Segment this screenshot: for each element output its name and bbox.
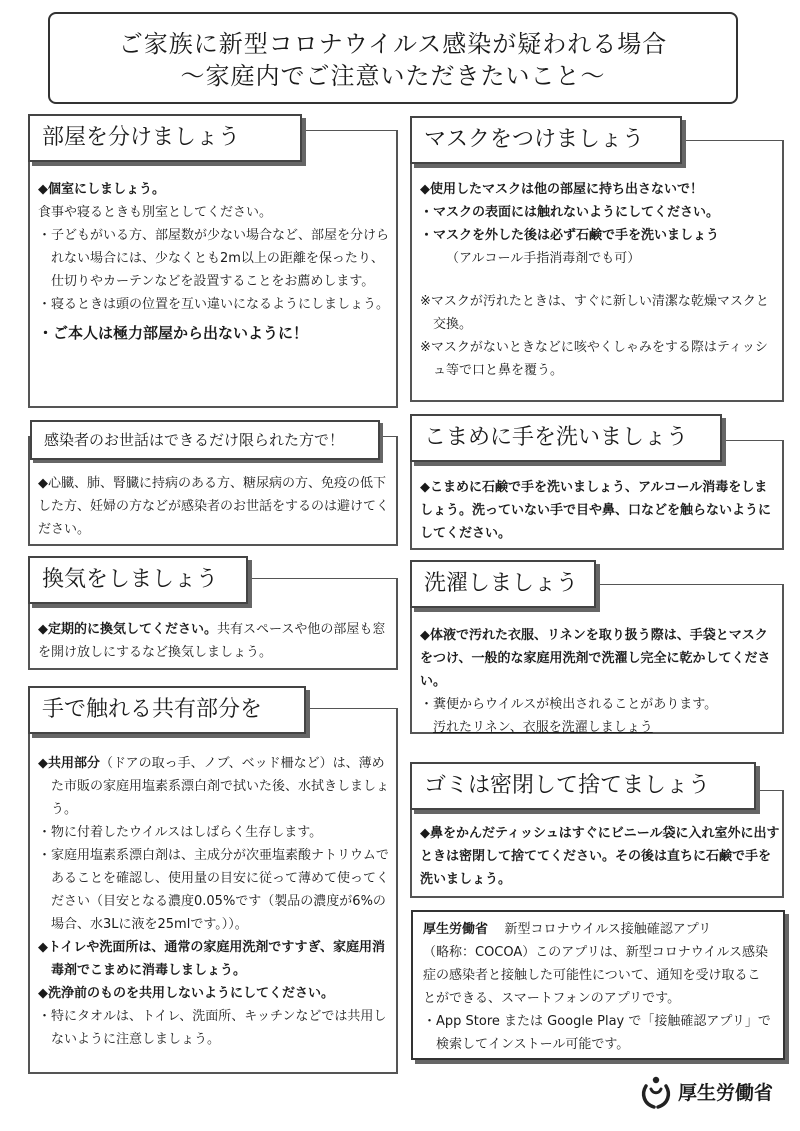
mask-line-4: （アルコール手指消毒剤でも可） [446, 251, 641, 266]
section-ventilation-title: 換気をしましょう [28, 556, 248, 604]
section-ventilation-body [38, 618, 392, 664]
ventilation-line-1a: ◆定期的に換気してください。 [38, 622, 217, 637]
shared-line-4: ◆トイレや洗面所は、通常の家庭用洗剤ですすぎ、家庭用消毒剤でこまめに消毒しましょう。 [38, 940, 385, 978]
section-trash-title: ゴミは密閉して捨てましょう [410, 762, 756, 810]
section-shared-title: 手で触れる共有部分を [28, 686, 306, 734]
mask-line-6: ※マスクがないときなどに咳やくしゃみをする際はティッシュ等で口と鼻を覆う。 [420, 340, 768, 378]
cocoa-line-2: ・App Store または Google Play で「接触確認アプリ」で検索してインストール可能です。 [423, 1014, 771, 1052]
ministry-logo-text: 厚生労働省 [678, 1082, 774, 1104]
header-box [48, 12, 738, 104]
cocoa-org: 厚生労働省 [423, 922, 489, 937]
shared-line-3: ・家庭用塩素系漂白剤は、主成分が次亜塩素酸ナトリウムであることを確認し、使用量の目安に従って薄めて使ってください（目安となる濃度0.05%です（製品の濃度が6%の場合、水3Lに液を25mlです。））。 [38, 848, 390, 932]
section-laundry-body [420, 624, 780, 739]
ventilation-line-1b: 共有スペースや他の部屋も窓を開け放しにするなど換気しましょう。 [38, 622, 386, 660]
room-line-2: 食事や寝るときも別室としてください。 [38, 205, 273, 220]
laundry-line-3: 汚れたリネン、衣服を洗濯しましょう [433, 720, 653, 735]
shared-line-2: ・物に付着したウイルスはしばらく生存します。 [38, 825, 323, 840]
section-handwash-title: こまめに手を洗いましょう [410, 414, 722, 462]
shared-line-5: ◆洗浄前のものを共用しないようにしてください。 [38, 986, 334, 1001]
handwash-line-1: ◆こまめに石鹸で手を洗いましょう、アルコール消毒をしましょう。洗っていない手で目や鼻、口などを触らないようにしてください。 [420, 480, 772, 541]
ministry-logo-icon [638, 1074, 674, 1110]
mask-line-5: ※マスクが汚れたときは、すぐに新しい清潔な乾燥マスクと交換。 [420, 294, 769, 332]
cocoa-box [411, 910, 785, 1060]
shared-line-6: ・特にタオルは、トイレ、洗面所、キッチンなどでは共用しないように注意しましょう。 [38, 1009, 387, 1047]
page-subtitle: ～家庭内でご注意いただきたいこと～ [180, 62, 606, 90]
mask-line-2: ・マスクの表面には触れないようにしてください。 [420, 205, 720, 220]
section-shared-body [38, 752, 392, 1051]
section-mask-title: マスクをつけましょう [410, 116, 682, 164]
cocoa-line-1: （略称：COCOA）このアプリは、新型コロナウイルス感染症の感染者と接触した可能性について、通知を受け取ることができる、スマートフォンのアプリです。 [423, 945, 768, 1006]
section-room-body [38, 178, 394, 345]
section-laundry-title: 洗濯しましょう [410, 560, 596, 608]
room-line-5: ・ご本人は極力部屋から出ないように！ [38, 324, 309, 342]
section-caregiver-body [38, 472, 392, 541]
section-room-title: 部屋を分けましょう [28, 114, 302, 162]
cocoa-app-name: 新型コロナウイルス接触確認アプリ [504, 922, 712, 937]
ministry-logo [638, 1072, 788, 1112]
caregiver-line-1: ◆心臓、肺、腎臓に持病のある方、糖尿病の方、免疫の低下した方、妊婦の方などが感染者のお世話をするのは避けてください。 [38, 476, 390, 537]
room-line-1: ◆個室にしましょう。 [38, 182, 165, 197]
mask-line-3: ・マスクを外した後は必ず石鹸で手を洗いましょう [420, 228, 720, 243]
section-caregiver-title: 感染者のお世話はできるだけ限られた方で！ [30, 420, 380, 460]
shared-line-1b: （ドアの取っ手、ノブ、ベッド柵など）は、薄めた市販の家庭用塩素系漂白剤で拭いた後、水拭きしましょう。 [51, 756, 390, 817]
section-handwash-body [420, 476, 780, 545]
mask-line-1: ◆使用したマスクは他の部屋に持ち出さないで！ [420, 182, 703, 197]
room-line-4: ・寝るときは頭の位置を互い違いになるようにしましょう。 [38, 297, 390, 312]
shared-line-1a: ◆共用部分 [38, 756, 100, 771]
trash-line-1: ◆鼻をかんだティッシュはすぐにビニール袋に入れ室外に出すときは密閉して捨ててください。その後は直ちに石鹸で手を洗いましょう。 [420, 826, 780, 887]
laundry-line-2: ・糞便からウイルスが検出されることがあります。 [420, 697, 718, 712]
page-title: ご家族に新型コロナウイルス感染が疑われる場合 [118, 30, 668, 58]
laundry-line-1: ◆体液で汚れた衣服、リネンを取り扱う際は、手袋とマスクをつけ、一般的な家庭用洗剤で洗濯し完全に乾かしてください。 [420, 628, 771, 689]
room-line-3: ・子どもがいる方、部屋数が少ない場合など、部屋を分けられない場合には、少なくとも2m以上の距離を保ったり、仕切りやカーテンなどを設置することをお薦めします。 [38, 228, 390, 289]
section-trash-body [420, 822, 780, 891]
section-mask-body [420, 178, 780, 382]
